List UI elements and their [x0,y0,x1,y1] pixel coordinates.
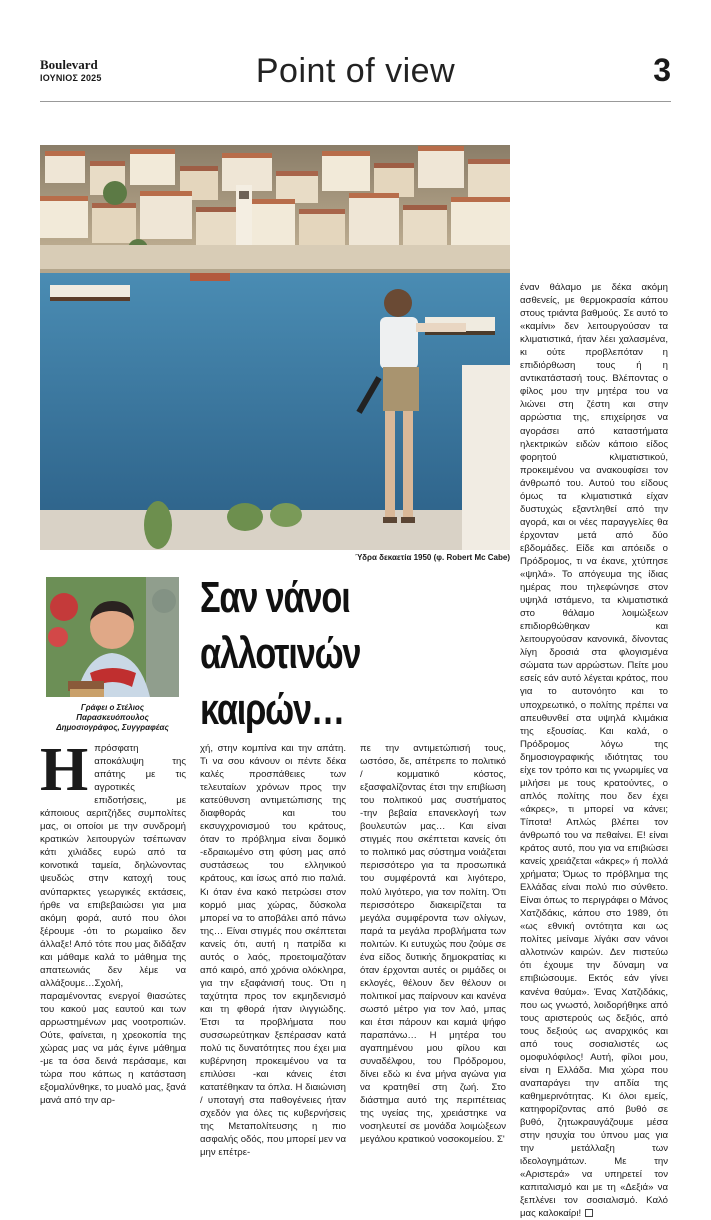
masthead-brand: Boulevard [40,57,98,72]
square-end-icon [585,1209,593,1217]
article-column-2: χή, στην κομπίνα και την απάτη. Τι να σου κάνουν οι πέντε δέκα καλές προσπάθειες των τελευταίων χρόνων προς την κατεύθυνση αντιμετώπισης της διαφθοράς και του εκσυγχρονισμού του κράτους, όταν το πρόβλημα είναι δομικό -εδραιωμένο στη φύση μας από συστάσεως του ελληνικού κράτους, και ίσως από πιο παλιά. Κι όταν ένα κακό πετρώσει στον κορμό μιας χώρας, δύσκολα μπορεί να το αποβάλει από πάνω της… Είναι στιγμές που σκέπτεται κανείς ότι, αυτή η πατρίδα κι αυτός ο λαός, προετοιμαζόταν από καιρό, από χρόνια ολόκληρα, για την εξαφάνισή τους. Ότι η ταχύτητα προς τον εκμηδενισμό και τη φθορά ήταν ιλιγγιώδης. Έτσι τα προβλήματα που συσσωρεύτηκαν ξεπέρασαν κατά πολύ τις δυνατότητες που έχει μια κυβέρνηση προκειμένου να τα επιλύσει -και κάνεις έτσι κατατέθηκαν τα όπλα. Η διαιώνιση / υποταγή στα παθογένειες ήταν σχεδόν για όλες τις κυβερνήσεις της Μεταπολίτευσης η πιο ασφαλής οδός, που μπορεί μεν να μην επέτρε- [200,743,346,1159]
masthead-date: ΙΟΥΝΙΟΣ 2025 [40,73,102,83]
article-column-3: πε την αντιμετώπισή τους, ωστόσο, δε, απέτρεπε το πολιτικό / κομματικό κόστος, εξασφαλίζοντας έτσι την επιβίωση του πολιτικού μας συστήματος -την βεβαία επανεκλογή των βουλευτών μας… Και είναι στιγμές που σκέπτεται κανείς ότι το πολιτικό μας σύστημα νοιάζεται περισσότερο για τα προσωπικά του συμφέροντά και λιγότερο, πολύ λιγότερο, για τον πολίτη. Ότι περισσότερο διακειρίζεται τα μεγάλα συμφέροντα των ολίγων, παρά τα μεγάλα προβλήματα των πολιτών. Κι ευτυχώς που ζούμε σε ένα είδος δυτικής δημοκρατίας κι όταν έρχονται αυτές οι ριμάδες οι εκλογές, θέλουν δεν θέλουν οι πολιτικοί μας παίρνουν και κανένα σωστό μέτρο για τον λαό, μπας και έτσι πάρουν και καμιά ψήφο παραπάνω… Η μητέρα του αγαπημένου μου φίλου και συναδέλφου, του Πρόδρομου, δίνει εδώ κι ένα μήνα αγώνα για να κρατηθεί στη ζωή. Στο διάστημα αυτό της περιπέτειας της υγείας της, χρειάστηκε να νοσηλευτεί σε μονάδα λοιμώξεων μεγάλου κρατικού νοσοκομείου. Σ' [360,743,506,1146]
column-1-text: πρόσφατη αποκάλυψη της απάτης με τις αγροτικές επιδοτήσεις, με κάποιους αεριτζήδες συμπολίτες μας, οι οποίοι με την συνδρομή κρατικών λειτουργών τσέπωναν κάτι χιλιάδες ευρώ από τα κοινοτικά ταμεία, δηλώνοντας ψευδώς στην κατοχή τους ανύπαρκτες γεωργικές εκτάσεις, ήρθε να επιβεβαιώσει για μια ακόμη φορά, αυτό που όλοι ξέρουμε -ότι το ρωμαίικο δεν άλλαξε! Από τότε που μας διδάξαν και μάθαμε καλά το μάθημα της απατεωνιάς δεν λέμε να αλλάξουμε…Σχολή, παραμένοντας ενεργοί θιασώτες του κακού μας εαυτού και των αρρωστημένων μας νοοτροπιών. Ούτε, φαίνεται, η χρεοκοπία της χώρας μας να μάς έγινε μάθημα -με τα όσα δεινά περάσαμε, και τώρα που κάπως η κατάσταση εξομαλύνθηκε, το μυαλό μας, ξανά μανά από την αρ- [40,743,186,1107]
section-title: Point of view [255,52,456,90]
author-byline: Γράφει ο Στέλιος Παρασκευόπουλος Δημοσιογράφος, Συγγραφέας [56,703,169,732]
hydra-photo [40,145,510,550]
column-4-text: έναν θάλαμο με δέκα ακόμη ασθενείς, με θερμοκρασία κάπου στους τριάντα βαθμούς. Σε αυτό το «καμίνι» δεν λειτουργούσαν τα κλιματιστικά, ήταν λέει χαλασμένα, κι ούτε προβλεπόταν η επιδιόρθωση τους ή η αντικατάστασή τους. Βλέποντας ο φίλος μου την μητέρα του να λιώνει στη ζέστη και στην αρρώστια της, επιχείρησε να αγοράσει από καταστήματα ηλεκτρικών ειδών κάποιο είδος φορητού κλιματιστικού, προκειμένου να ανακουφίσει τον άνθρωπό του. Αυτού του είδους όμως τα κλιματιστικά είχαν δυστυχώς εξαντληθεί από την αγορά, και οι νέες παραγγελίες θα έρχονταν μετά από δύο εβδομάδες. Είδε και απόειδε ο Πρόδρομος, τι να έκανε, χτύπησε «ψηλά». Το απόγευμα της ίδιας ημέρας που τηλεφώνησε στον υψηλά ιστάμενο, τα κλιματιστικά στο θάλαμο λοιμώξεων επιδιορθώθηκαν και λειτουργούσαν κανονικά, δίνοντας λίγη δροσιά στα φλογισμένα σώματα των αρρώστων. Πείτε μου εσείς εάν αυτό λέγεται κράτος, που για το αυτονόητο και το υποχρεωτικό, ο πολίτης πρέπει να απευθυνθεί στα υψηλά κλιμάκια της εξουσίας. Και καλά, ο Πρόδρομος λόγω της δημοσιογραφικής ιδιότητας του είχε τον τρόπο και τις γνωριμίες να μιλήσει με τους κρατούντες, ο απλός πολίτης που δεν έχει «άκρες», τι μπορεί να κάνει; Τίποτα! Απλώς βλέπει τον άνθρωπό του να πεθαίνει. Ε! είναι κράτος αυτό, που για να επιβιώσει κανείς χρειάζεται «άκρες» ή πολλά χρήματα; Όμως το πρόβλημα της Ελλάδας είναι πολύ πιο σύνθετο. Είναι όπως το περιγράφει ο Μάνος Χατζιδάκις, κάπου στο 1989, ότι «ως εθνική οντότητα και ως πολίτες μείναμε λίγάκι σαν νάνοι αλλοτινών καιρών. Δεν πιστεύω ότι έχουμε την δύναμη να επιβιώσουμε. Εκτός εάν γίνει κανένα θαύμα». Ένας Χατζιδάκις, που ως γνωστό, λοιδορήθηκε από τους αριστερούς ως δεξιός, από τους δεξιούς ως αναρχικός και από τους σοσιαλιστές ως ομοφυλόφιλος! Αυτή, φίλοι μου, είναι η Ελλάδα. Μια χώρα που αναπαράγει την απδία της καθημερινότητας. Κι όλοι εμείς, κατηφορίζοντας από βυθό σε βυθό, ζητωκραυγάζουμε μέσα στην ησυχία του ύπνου μας για την μετάλλαξη των ιδεολογημάτων. Με την «Αριστερά» να υπηρετεί τον καπιταλισμό και με τη «Δεξιά» να ξεπλένει τον σοσιαλισμό. Καλό μας καλοκαίρι! [520,282,668,1220]
page-number: 3 [653,52,671,88]
photo-caption: Ύδρα δεκαετία 1950 (φ. Robert Mc Cabe) [355,553,510,562]
header-rule [40,101,671,102]
article-column-1 [40,736,186,1107]
author-portrait [46,577,179,697]
article-column-4 [520,281,668,1220]
article-headline: Σαν νάνοι αλλοτινών καιρών… [200,573,361,734]
drop-cap: Η [40,736,89,804]
